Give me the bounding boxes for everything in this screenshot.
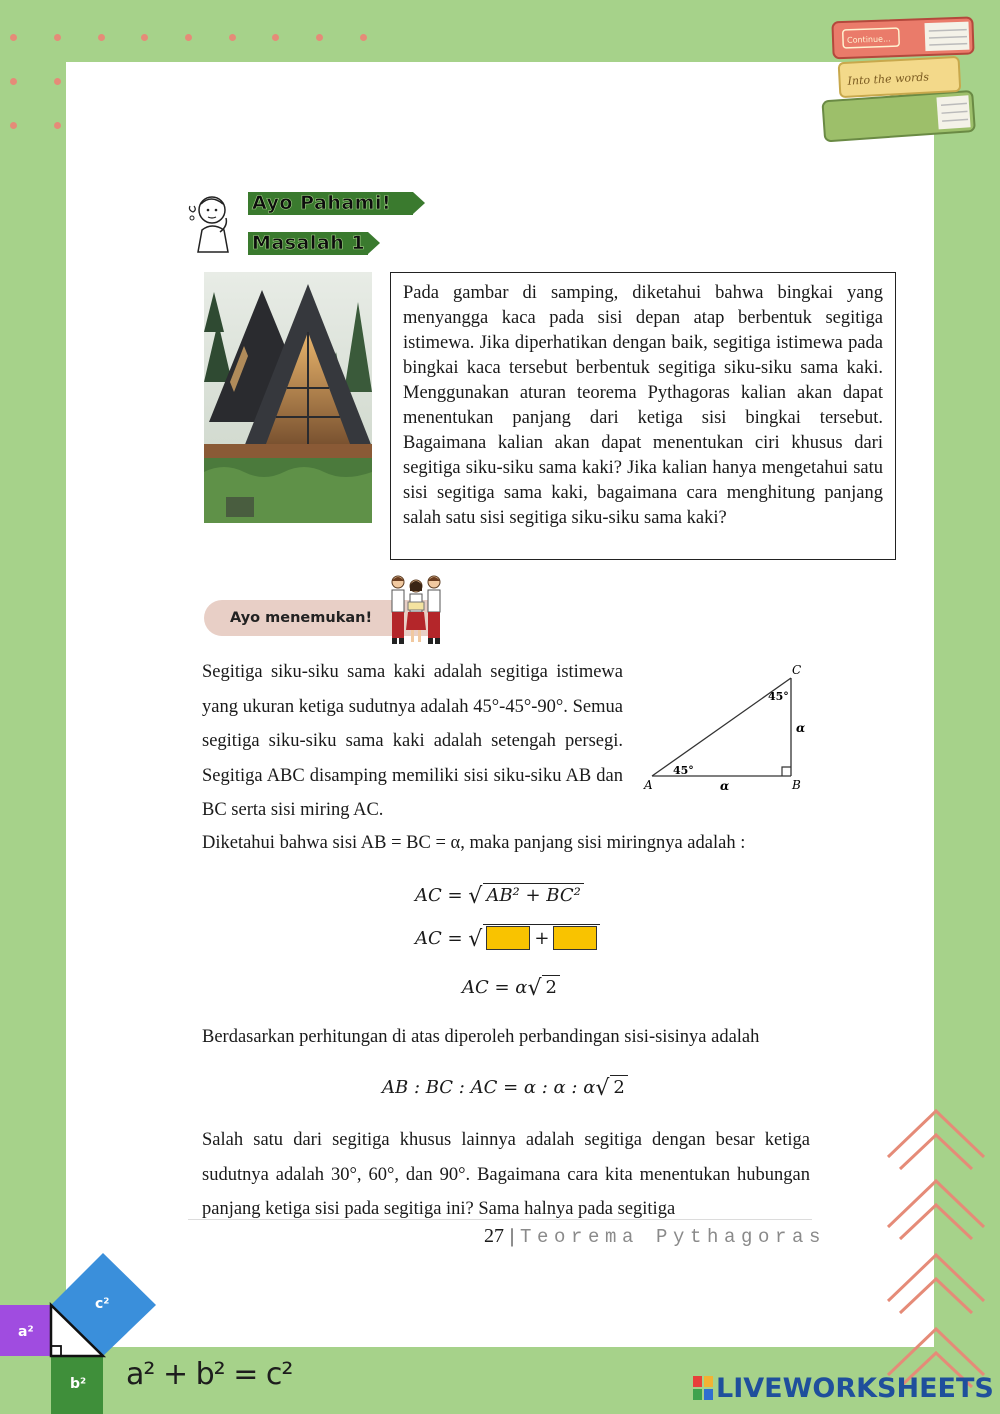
ratio-lhs: AB : BC : AC = α : α : α xyxy=(382,1077,596,1098)
eq2-lhs: AC = xyxy=(415,928,469,949)
ayo-pahami-label: Ayo Pahami! xyxy=(252,192,392,214)
angle-c-label: 45° xyxy=(768,690,789,703)
eq1-lhs: AC = xyxy=(415,885,469,906)
decorative-dot xyxy=(10,34,17,41)
sqrt-symbol: √ xyxy=(595,1076,610,1101)
ratio-radicand: 2 xyxy=(610,1075,627,1098)
square-a-label: a² xyxy=(18,1324,34,1340)
decorative-dot xyxy=(54,34,61,41)
problem-text: Pada gambar di samping, diketahui bahwa bingkai yang menyangga kaca pada sisi depan atap berbentuk segitiga istimewa. Jika diperhatikan dengan baik, segitiga istimewa pada bingkai kaca tersebut berbentuk segitiga siku-siku sama kaki. Menggunakan aturan teorema Pythagoras kalian akan dapat menentukan panjang dari ketiga sisi bingkai tersebut. Bagaimana kalian akan dapat menentukan ciri khusus dari segitiga siku-siku sama kaki? Jika kalian hanya mengetahui satu sisi segitiga sama kaki, bagaimana cara menghitung panjang salah satu sisi segitiga siku-siku sama kaki? xyxy=(403,283,883,528)
eq3-lhs: AC = α xyxy=(462,977,528,998)
angle-a-label: 45° xyxy=(673,764,694,777)
decorative-dot xyxy=(316,34,323,41)
decorative-dot xyxy=(10,122,17,129)
equation-ac-result xyxy=(462,975,560,1001)
problem-statement-box xyxy=(390,272,896,560)
a-frame-house-photo xyxy=(204,272,372,523)
students-group-icon xyxy=(384,572,448,646)
footer-divider xyxy=(188,1219,812,1220)
vertex-c-label: C xyxy=(792,663,802,677)
page-number: 27 xyxy=(484,1225,504,1247)
masalah-label: Masalah 1 xyxy=(252,232,366,254)
decorative-dot xyxy=(229,34,236,41)
sqrt-symbol: √ xyxy=(468,927,483,952)
answer-blank-1[interactable] xyxy=(486,926,530,950)
ayo-pahami-banner xyxy=(248,192,413,215)
right-angle-marker xyxy=(782,767,791,776)
liveworksheets-logo[interactable] xyxy=(693,1372,994,1406)
side-length-statement: Diketahui bahwa sisi AB = BC = α, maka panjang sisi miringnya adalah : xyxy=(202,833,746,853)
square-b-label: b² xyxy=(70,1376,87,1392)
side-bc-label: α xyxy=(796,721,806,735)
equation-ac-fill-in xyxy=(415,924,600,952)
side-ab-label: α xyxy=(720,779,730,793)
isosceles-right-triangle-explanation: Segitiga siku-siku sama kaki adalah segitiga istimewa yang ukuran ketiga sudutnya adalah 45°-45°-90°. Semua segitiga siku-siku sama kaki adalah setengah persegi. Segitiga ABC disamping memiliki sisi siku-siku AB dan BC serta sisi miring AC. xyxy=(202,662,623,821)
liveworksheets-logo-text: LIVEWORKSHEETS xyxy=(716,1373,994,1404)
eq2-plus: + xyxy=(534,928,550,949)
vertex-b-label: B xyxy=(792,778,801,792)
book-spine-label-1: Continue... xyxy=(846,34,891,45)
masalah-banner xyxy=(248,232,368,255)
side-ratio-equation xyxy=(382,1075,628,1101)
ratio-intro-text: Berdasarkan perhitungan di atas diperoleh perbandingan sisi-sisinya adalah xyxy=(202,1027,760,1047)
answer-blank-2[interactable] xyxy=(553,926,597,950)
ayo-menemukan-label: Ayo menemukan! xyxy=(230,610,373,626)
decorative-dot xyxy=(54,78,61,85)
chevron-decoration-icon xyxy=(880,1105,992,1405)
decorative-dot xyxy=(54,122,61,129)
decorative-dot xyxy=(360,34,367,41)
eq3-radicand: 2 xyxy=(542,975,559,998)
footer-separator: | xyxy=(510,1225,515,1247)
triangle-abc-diagram xyxy=(640,660,810,795)
sqrt-symbol: √ xyxy=(527,976,542,1001)
thinking-boy-icon xyxy=(188,192,246,254)
eq2-radicand xyxy=(483,924,600,950)
books-stack-illustration xyxy=(815,8,985,148)
decorative-dot xyxy=(185,34,192,41)
eq1-radicand: AB² + BC² xyxy=(483,883,584,906)
vertex-a-label: A xyxy=(644,778,653,792)
decorative-dot xyxy=(272,34,279,41)
sqrt-symbol: √ xyxy=(468,884,483,909)
square-c-label: c² xyxy=(95,1296,110,1312)
liveworksheets-logo-icon xyxy=(693,1376,713,1400)
book-spine-label-2: Into the words xyxy=(847,70,930,88)
special-triangle-30-60-90-text: Salah satu dari segitiga khusus lainnya adalah segitiga dengan besar ketiga sudutnya adalah 30°, 60°, dan 90°. Bagaimana cara kita menentukan hubungan panjang ketiga sisi pada segitiga ini? Sama halnya pada segitiga xyxy=(202,1130,810,1220)
decorative-dot xyxy=(10,78,17,85)
pythagoras-formula: a² + b² = c² xyxy=(126,1357,293,1392)
footer-title: Teorema Pythagoras xyxy=(520,1226,827,1248)
equation-ac-formula xyxy=(415,883,584,909)
decorative-dot xyxy=(98,34,105,41)
page-footer xyxy=(484,1222,826,1251)
decorative-dot xyxy=(141,34,148,41)
